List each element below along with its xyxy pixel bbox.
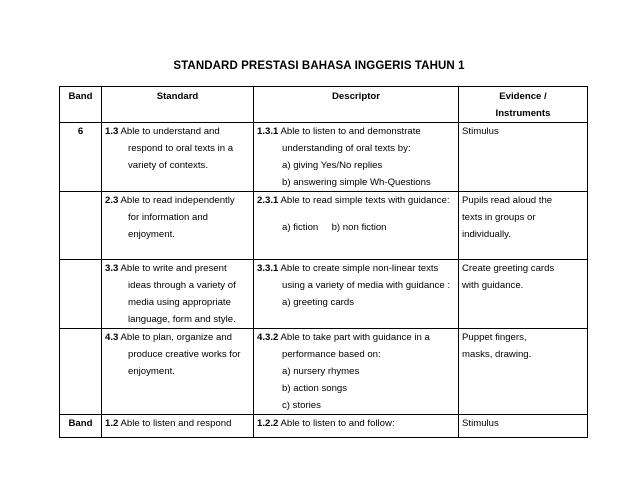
evidence-line: masks, drawing. xyxy=(462,349,532,360)
descriptor-text: Able to take part with guidance in a xyxy=(280,332,430,343)
descriptor-cell xyxy=(254,192,459,260)
descriptor-line xyxy=(257,329,455,346)
evidence-cell xyxy=(459,329,588,415)
standard-line: enjoyment. xyxy=(128,366,175,377)
descriptor-text: Able to listen to and demonstrate xyxy=(280,126,421,137)
standard-text: Able to plan, organize and xyxy=(120,332,232,343)
evidence-cell xyxy=(459,415,588,438)
standard-line xyxy=(105,260,250,277)
evidence-line: Create greeting cards xyxy=(462,263,555,274)
evidence-line: Stimulus xyxy=(462,418,499,429)
band-cell: 6 xyxy=(60,123,102,192)
standards-table xyxy=(59,86,588,438)
evidence-cell xyxy=(459,260,588,329)
standard-cell xyxy=(102,260,254,329)
descriptor-code: 3.3.1 xyxy=(257,263,279,274)
descriptor-line: a) giving Yes/No replies xyxy=(282,160,383,171)
standard-cell xyxy=(102,123,254,192)
standard-line: ideas through a variety of xyxy=(128,280,236,291)
descriptor-cell xyxy=(254,260,459,329)
table-row xyxy=(60,192,588,260)
header-band: Band xyxy=(60,87,102,123)
evidence-line: with guidance. xyxy=(462,280,524,291)
table-row xyxy=(60,123,588,192)
standard-line: language, form and style. xyxy=(128,314,236,325)
descriptor-cell xyxy=(254,415,459,438)
evidence-cell xyxy=(459,123,588,192)
descriptor-cell xyxy=(254,329,459,415)
standard-text: Able to listen and respond xyxy=(120,418,232,429)
descriptor-line xyxy=(257,260,455,277)
standard-cell xyxy=(102,415,254,438)
evidence-line: texts in groups or xyxy=(462,212,536,223)
standard-line: enjoyment. xyxy=(128,229,175,240)
descriptor-line xyxy=(257,123,455,140)
descriptor-line: b) action songs xyxy=(282,383,348,394)
standard-code: 2.3 xyxy=(105,195,119,206)
descriptor-line: understanding of oral texts by: xyxy=(282,143,411,154)
table-row xyxy=(60,329,588,415)
descriptor-code: 4.3.2 xyxy=(257,332,279,343)
band-cell xyxy=(60,192,102,260)
descriptor-code: 2.3.1 xyxy=(257,195,279,206)
descriptor-line: c) stories xyxy=(282,400,321,411)
evidence-line: Pupils read aloud the xyxy=(462,195,553,206)
descriptor-line: using a variety of media with guidance : xyxy=(282,280,450,291)
standard-line xyxy=(105,192,250,209)
standard-text: Able to write and present xyxy=(120,263,227,274)
evidence-line: Stimulus xyxy=(462,126,499,137)
standard-line: respond to oral texts in a xyxy=(128,143,234,154)
standard-cell xyxy=(102,192,254,260)
descriptor-line xyxy=(257,192,455,209)
header-row xyxy=(60,87,588,123)
evidence-line: individually. xyxy=(462,229,511,240)
standard-line: media using appropriate xyxy=(128,297,231,308)
descriptor-line: a) greeting cards xyxy=(282,297,354,308)
band-cell: Band xyxy=(60,415,102,438)
header-evidence xyxy=(459,87,588,123)
band-cell xyxy=(60,329,102,415)
descriptor-line: a) fiction b) non fiction xyxy=(282,222,387,233)
evidence-cell xyxy=(459,192,588,260)
standard-code: 4.3 xyxy=(105,332,119,343)
descriptor-text: Able to create simple non-linear texts xyxy=(280,263,439,274)
standard-text: Able to understand and xyxy=(120,126,220,137)
standard-line: for information and xyxy=(128,212,208,223)
descriptor-code: 1.3.1 xyxy=(257,126,279,137)
standard-code: 1.3 xyxy=(105,126,119,137)
document-title: STANDARD PRESTASI BAHASA INGGERIS TAHUN 1 xyxy=(173,60,465,72)
descriptor-line: performance based on: xyxy=(282,349,381,360)
standard-line: variety of contexts. xyxy=(128,160,208,171)
descriptor-cell xyxy=(254,123,459,192)
standard-cell xyxy=(102,329,254,415)
descriptor-text: Able to read simple texts with guidance: xyxy=(280,195,450,206)
header-evidence-line2: Instruments xyxy=(495,108,551,119)
header-descriptor: Descriptor xyxy=(254,87,459,123)
descriptor-line: a) nursery rhymes xyxy=(282,366,360,377)
standard-line xyxy=(105,329,250,346)
standard-line xyxy=(105,415,250,432)
descriptor-text: Able to listen to and follow: xyxy=(280,418,395,429)
standard-line: produce creative works for xyxy=(128,349,241,360)
standard-line xyxy=(105,123,250,140)
header-evidence-line1: Evidence / xyxy=(499,91,547,102)
standard-code: 1.2 xyxy=(105,418,119,429)
band-cell xyxy=(60,260,102,329)
header-standard: Standard xyxy=(102,87,254,123)
table-row xyxy=(60,415,588,438)
standard-code: 3.3 xyxy=(105,263,119,274)
descriptor-line: b) answering simple Wh-Questions xyxy=(282,177,431,188)
evidence-line: Puppet fingers, xyxy=(462,332,527,343)
table-row xyxy=(60,260,588,329)
descriptor-line xyxy=(257,415,455,432)
standard-text: Able to read independently xyxy=(120,195,235,206)
descriptor-code: 1.2.2 xyxy=(257,418,279,429)
